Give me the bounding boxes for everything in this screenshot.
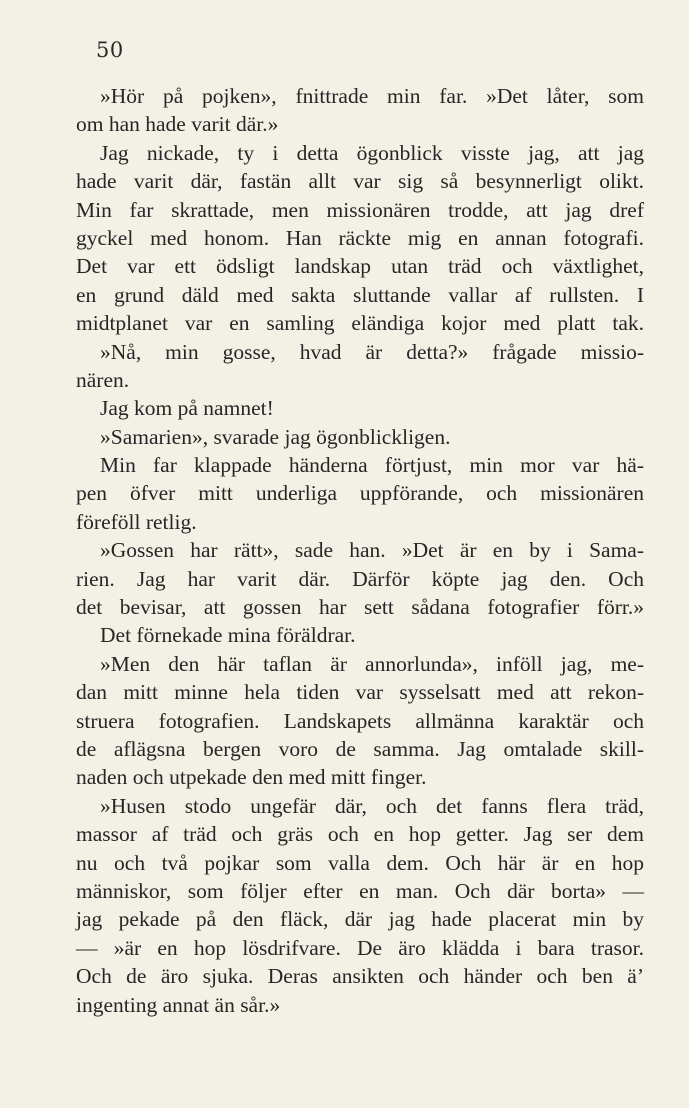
text-line: naden och utpekade den med mitt finger.	[76, 765, 427, 790]
page-number: 50	[96, 38, 124, 62]
text-line: Det var ett ödsligt landskap utan träd och växtlighet,	[76, 254, 644, 279]
text-line: en grund däld med sakta sluttande vallar af rullsten. I	[76, 282, 644, 307]
text-line: Och de äro sjuka. Deras ansikten och händer och ben ä’	[76, 964, 644, 989]
text-line: massor af träd och gräs och en hop getter. Jag ser dem	[76, 822, 644, 847]
text-line: ingenting annat än sår.»	[76, 992, 281, 1017]
text-line: pen öfver mitt underliga uppförande, och missionären	[76, 481, 644, 506]
text-line: hade varit där, fastän allt var sig så besynnerligt olikt.	[76, 169, 644, 194]
text-line: Min far skrattade, men missionären trodde, att jag dref	[76, 197, 644, 222]
text-line: — »är en hop lösdrifvare. De äro klädda i bara trasor.	[76, 935, 644, 960]
text-line: »Men den här taflan är annorlunda», inföll jag, me-	[100, 651, 644, 676]
text-line: det bevisar, att gossen har sett sådana fotografier förr.»	[76, 595, 644, 620]
text-line: de aflägsna bergen voro de samma. Jag omtalade skill-	[76, 736, 644, 761]
text-line: »Nå, min gosse, hvad är detta?» frågade missio-	[100, 339, 644, 364]
text-line: »Samarien», svarade jag ögonblickligen.	[100, 424, 451, 449]
text-line: rien. Jag har varit där. Därför köpte jag den. Och	[76, 566, 644, 591]
text-line: nären.	[76, 367, 130, 392]
text-line: struera fotografien. Landskapets allmänna karaktär och	[76, 708, 644, 733]
text-line: föreföll retlig.	[76, 509, 197, 534]
text-line: människor, som följer efter en man. Och där borta» —	[76, 878, 644, 903]
text-line: Jag kom på namnet!	[100, 396, 274, 421]
text-line: »Husen stodo ungefär där, och det fanns flera träd,	[100, 793, 644, 818]
text-line: nu och två pojkar som valla dem. Och här är en hop	[76, 850, 644, 875]
text-line: Det förnekade mina föräldrar.	[100, 623, 356, 648]
text-line: »Gossen har rätt», sade han. »Det är en by i Sama-	[100, 538, 644, 563]
text-line: »Hör på pojken», fnittrade min far. »Det låter, som	[100, 84, 644, 108]
body-text	[76, 82, 644, 1019]
text-line: gyckel med honom. Han räckte mig en annan fotografi.	[76, 225, 644, 250]
text-line: dan mitt minne hela tiden var sysselsatt med att rekon-	[76, 680, 644, 705]
text-line: jag pekade på den fläck, där jag hade placerat min by	[76, 907, 644, 932]
text-line: om han hade varit där.»	[76, 112, 279, 137]
text-line: Min far klappade händerna förtjust, min mor var hä-	[100, 453, 644, 478]
text-line: Jag nickade, ty i detta ögonblick visste jag, att jag	[100, 140, 644, 165]
text-line: midtplanet var en samling eländiga kojor med platt tak.	[76, 311, 644, 336]
